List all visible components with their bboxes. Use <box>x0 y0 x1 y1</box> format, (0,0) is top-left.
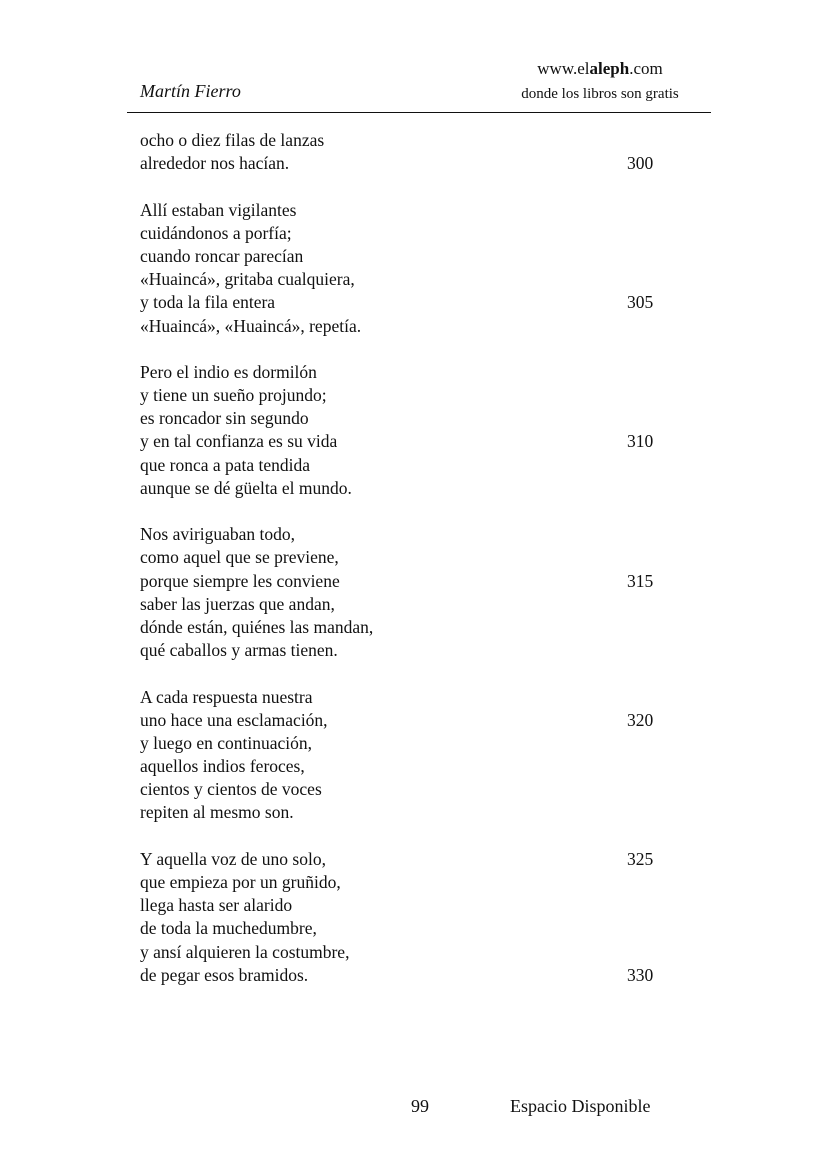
verse-line <box>140 477 700 500</box>
verse-line <box>140 291 700 314</box>
verse-text: y tiene un sueño projundo; <box>140 385 327 406</box>
verse-line <box>140 732 700 755</box>
line-number: 310 <box>627 431 654 452</box>
verse-line <box>140 129 700 152</box>
stanza <box>140 523 700 662</box>
verse-text: cuidándonos a porfía; <box>140 222 292 243</box>
verse-text: A cada respuesta nuestra <box>140 686 313 707</box>
verse-line <box>140 268 700 291</box>
verse-line <box>140 384 700 407</box>
line-number: 325 <box>627 848 654 869</box>
verse-line <box>140 361 700 384</box>
line-number: 330 <box>627 964 654 985</box>
verse-text: aunque se dé güelta el mundo. <box>140 477 352 498</box>
verse-text: alrededor nos hacían. <box>140 153 290 174</box>
verse-line <box>140 964 700 987</box>
verse-text: «Huaincá», «Huaincá», repetía. <box>140 315 362 336</box>
line-number: 315 <box>627 570 654 591</box>
verse-text: Pero el indio es dormilón <box>140 361 317 382</box>
verse-text: Allí estaban vigilantes <box>140 199 297 220</box>
verse-text: porque siempre les conviene <box>140 570 340 591</box>
verse-text: cuando roncar parecían <box>140 245 304 266</box>
stanza <box>140 361 700 500</box>
header-site-link[interactable] <box>537 58 662 80</box>
verse-line <box>140 917 700 940</box>
header-tagline: donde los libros son gratis <box>521 86 679 102</box>
line-number: 320 <box>627 709 654 730</box>
verse-line <box>140 894 700 917</box>
verse-text: uno hace una esclamación, <box>140 709 328 730</box>
verse-text: de pegar esos bramidos. <box>140 964 309 985</box>
verse-text: de toda la muchedumbre, <box>140 918 317 939</box>
verse-line <box>140 570 700 593</box>
verse-text: que ronca a pata tendida <box>140 454 311 475</box>
verse-text: y en tal confianza es su vida <box>140 431 338 452</box>
verse-line <box>140 593 700 616</box>
verse-text: qué caballos y armas tienen. <box>140 640 338 661</box>
stanza <box>140 129 700 175</box>
verse-line <box>140 778 700 801</box>
poem-body <box>140 129 700 1010</box>
line-number: 305 <box>627 292 654 313</box>
verse-text: ocho o diez filas de lanzas <box>140 130 325 150</box>
verse-line <box>140 245 700 268</box>
verse-text: cientos y cientos de voces <box>140 779 322 800</box>
verse-text: Nos aviriguaban todo, <box>140 524 296 545</box>
verse-line <box>140 871 700 894</box>
verse-line <box>140 546 700 569</box>
verse-text: es roncador sin segundo <box>140 408 309 429</box>
stanza <box>140 199 700 338</box>
line-number: 300 <box>627 153 654 174</box>
verse-text: dónde están, quiénes las mandan, <box>140 616 374 637</box>
verse-line <box>140 407 700 430</box>
verse-text: Y aquella voz de uno solo, <box>140 848 326 869</box>
verse-line <box>140 639 700 662</box>
site-bold: aleph <box>589 59 630 78</box>
verse-line <box>140 941 700 964</box>
verse-text: que empieza por un gruñido, <box>140 872 341 892</box>
verse-line <box>140 454 700 477</box>
verse-line <box>140 616 700 639</box>
verse-text: y toda la fila entera <box>140 292 276 313</box>
verse-line <box>140 686 700 709</box>
stanza <box>140 848 700 987</box>
verse-line <box>140 709 700 732</box>
verse-line <box>140 315 700 338</box>
verse-line <box>140 152 700 175</box>
verse-line <box>140 523 700 546</box>
footer-label: Espacio Disponible <box>510 1096 651 1116</box>
header-title: Martín Fierro <box>140 81 241 101</box>
verse-line <box>140 848 700 871</box>
stanza <box>140 686 700 825</box>
verse-text: saber las juerzas que andan, <box>140 593 335 614</box>
verse-text: aquellos indios feroces, <box>140 756 305 777</box>
verse-text: llega hasta ser alarido <box>140 895 293 916</box>
verse-text: «Huaincá», gritaba cualquiera, <box>140 269 355 290</box>
page-number: 99 <box>411 1096 429 1116</box>
verse-line <box>140 755 700 778</box>
site-prefix: www.el <box>537 59 590 78</box>
verse-line <box>140 222 700 245</box>
header-divider <box>127 112 711 113</box>
verse-line <box>140 430 700 453</box>
site-suffix: .com <box>629 59 663 78</box>
verse-text: repiten al mesmo son. <box>140 802 294 823</box>
verse-text: y ansí alquieren la costumbre, <box>140 941 350 962</box>
verse-line <box>140 199 700 222</box>
verse-line <box>140 801 700 824</box>
verse-text: y luego en continuación, <box>140 732 313 753</box>
verse-text: como aquel que se previene, <box>140 547 339 568</box>
